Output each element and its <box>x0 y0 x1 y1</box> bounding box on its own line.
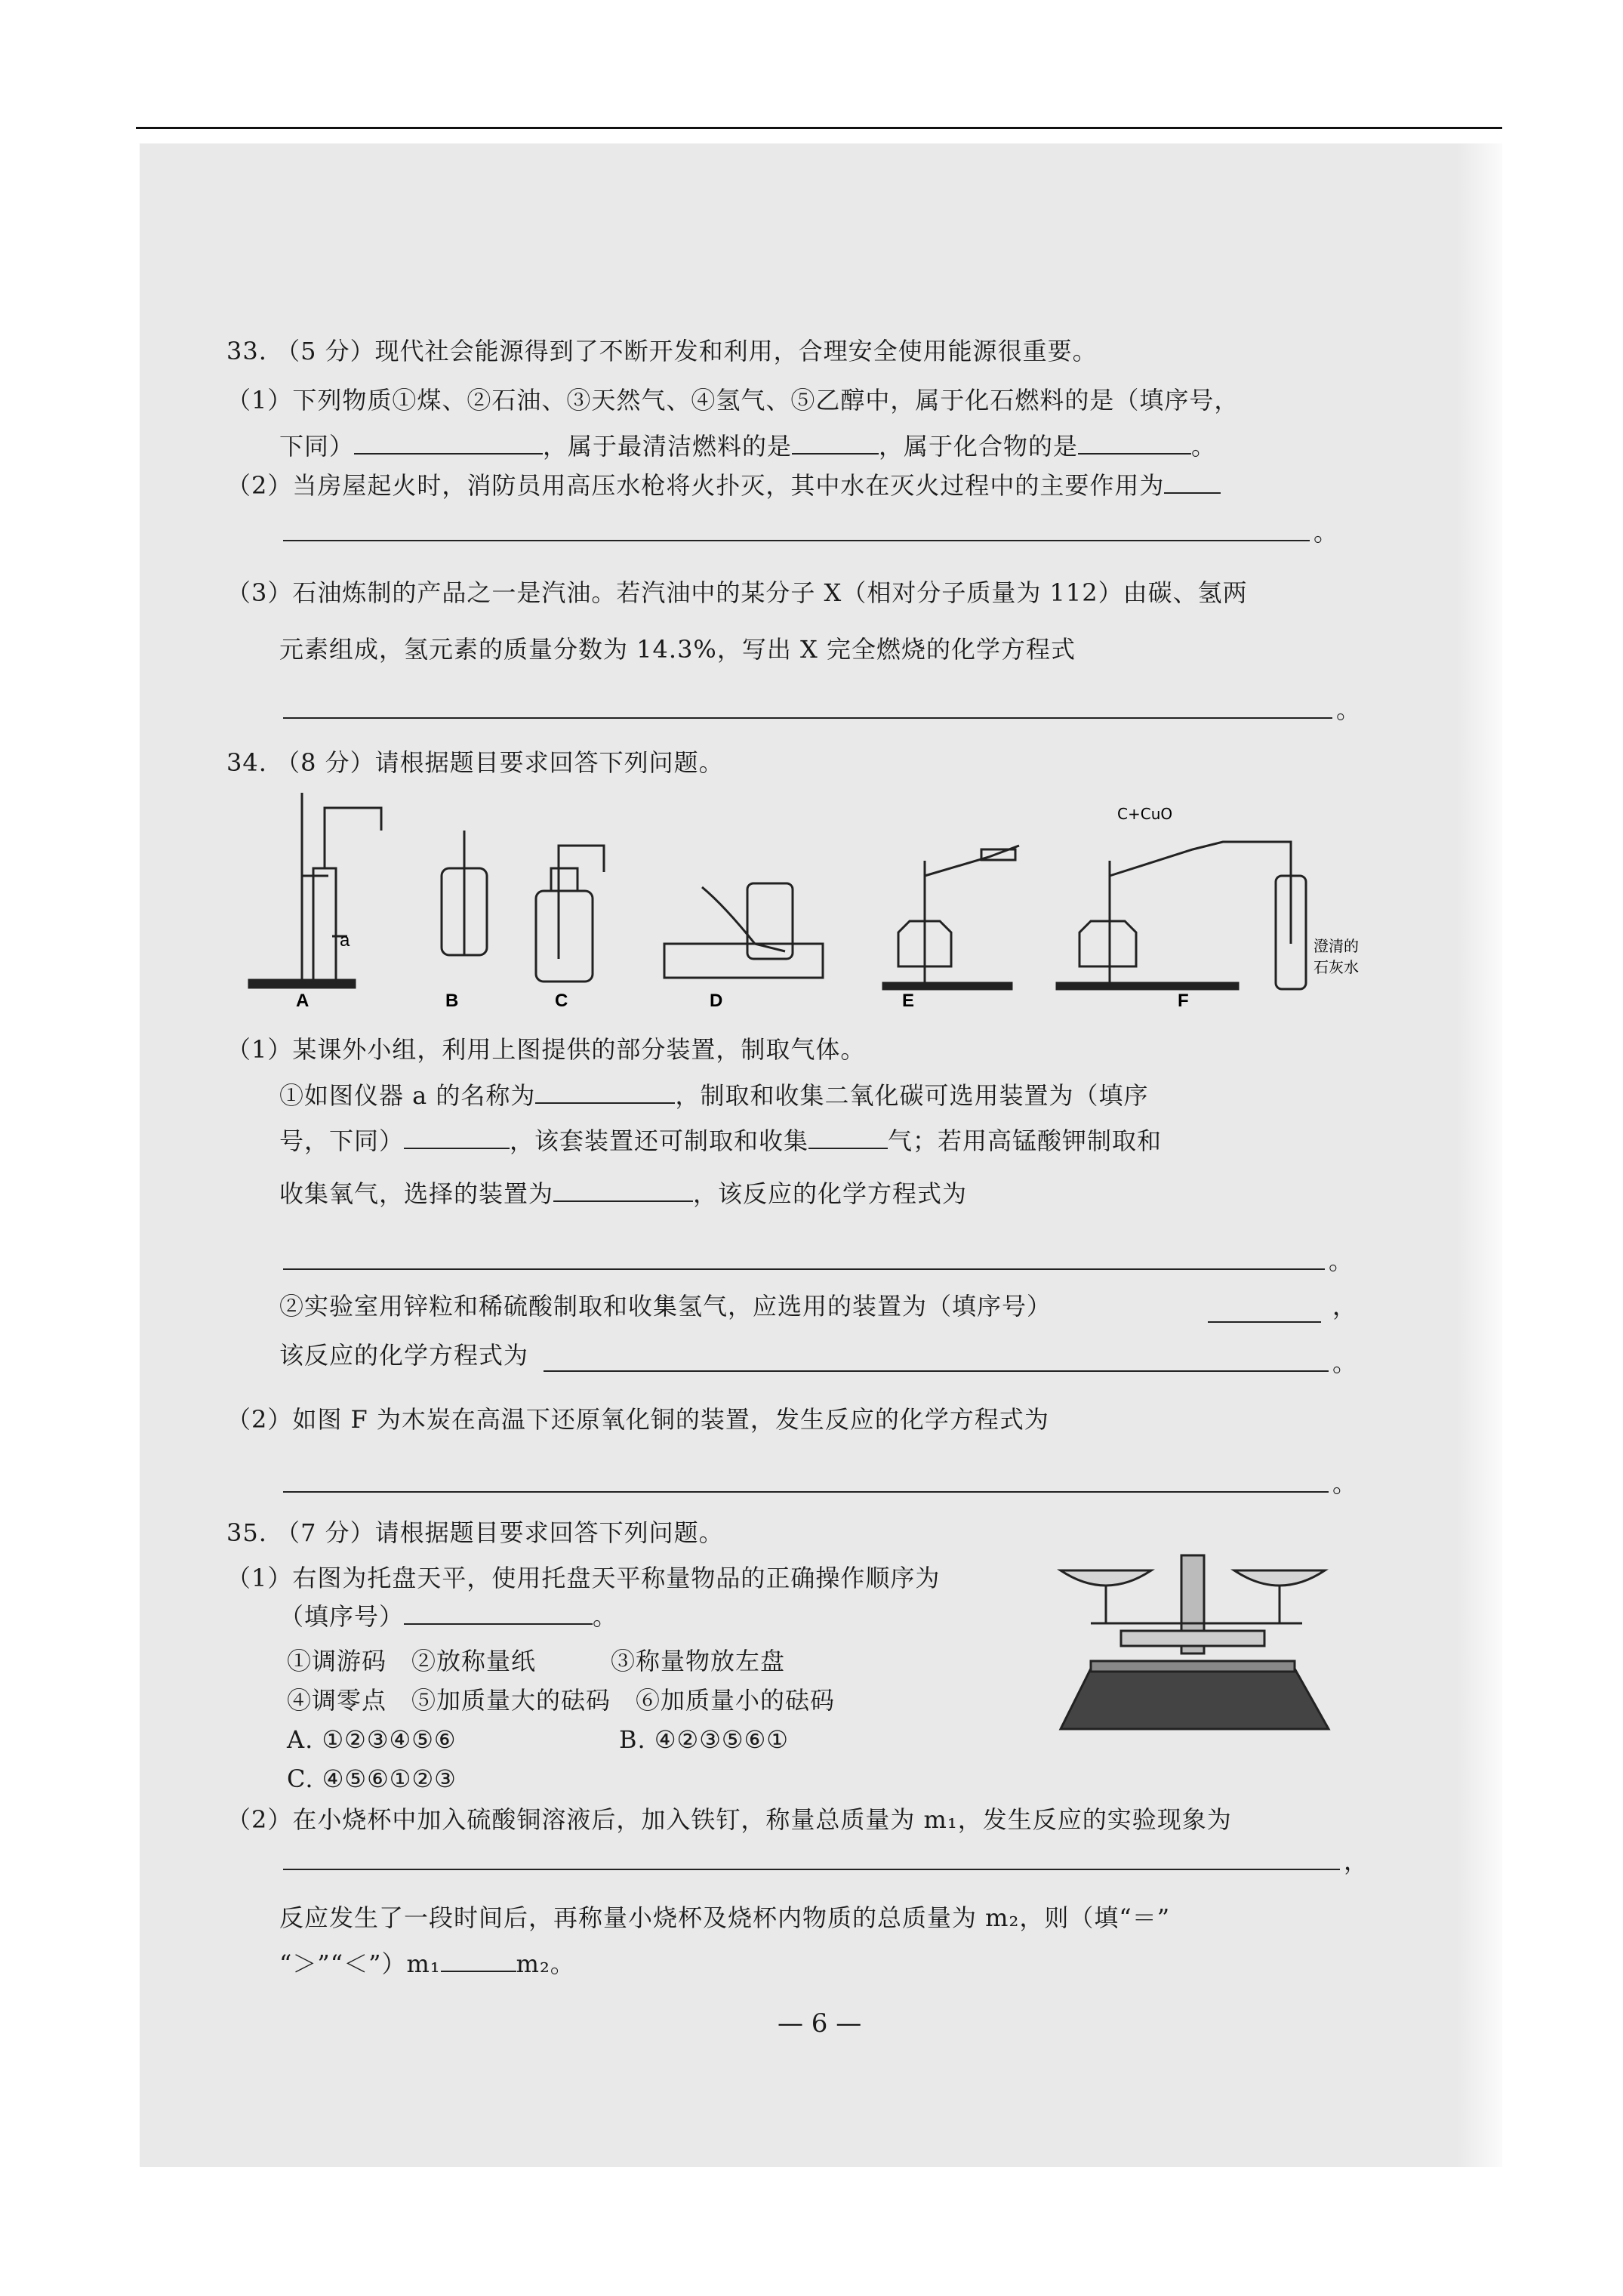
q33-p1-mid1: ，属于最清洁燃料的是 <box>543 432 793 461</box>
q35-p2c <box>279 1948 575 1979</box>
q33-p3-line1: （3）石油炼制的产品之一是汽油。若汽油中的某分子 X（相对分子质量为 112）由碳、氢两 <box>226 578 1248 607</box>
q33-title: 33. （5 分）现代社会能源得到了不断开发和利用，合理安全使用能源很重要。 <box>226 337 1098 365</box>
answer-blank-cuo-equation[interactable] <box>283 1491 1329 1493</box>
figure-label-a: a <box>340 930 350 951</box>
q35-p1: （1）右图为托盘天平，使用托盘天平称量物品的正确操作顺序为 <box>226 1564 941 1592</box>
q34-l1-text-b: ，制取和收集二氧化碳可选用装置为（填序 <box>675 1081 1149 1110</box>
figure-label-c-cuo: C+CuO <box>1117 805 1173 823</box>
figure-label-C: C <box>555 991 568 1011</box>
answer-blank-combustion-equation[interactable] <box>283 717 1332 719</box>
q34-p2-end: 。 <box>1332 1469 1358 1498</box>
answer-blank-co2-apparatus[interactable] <box>404 1125 510 1149</box>
q35-p2a: （2）在小烧杯中加入硫酸铜溶液后，加入铁钉，称量总质量为 m₁，发生反应的实验现象为 <box>226 1805 1232 1834</box>
answer-blank-kmno4-equation[interactable] <box>283 1268 1325 1270</box>
q35-options-row2: ④调零点 ⑤加质量大的砝码 ⑥加质量小的砝码 <box>287 1686 836 1715</box>
q33-p1-line2 <box>279 430 1216 461</box>
q34-l5-end: ， <box>1332 1292 1358 1321</box>
q34-line1 <box>279 1080 1148 1111</box>
answer-blank-o2-apparatus[interactable] <box>553 1178 693 1202</box>
answer-blank-water-role-b[interactable] <box>283 540 1310 541</box>
q34-l2-text-a: 号，下同） <box>279 1126 405 1155</box>
q33-p2 <box>226 470 1221 501</box>
q33-p1-prefix: 下同） <box>279 432 355 461</box>
answer-blank-cleanest-fuel[interactable] <box>792 430 879 455</box>
figure-label-B: B <box>445 991 459 1011</box>
q33-p1-end: 。 <box>1191 432 1217 461</box>
q34-l2-text-b: ，该套装置还可制取和收集 <box>510 1126 809 1155</box>
q34-line6 <box>279 1340 528 1370</box>
answer-blank-water-role-a[interactable] <box>1164 470 1221 494</box>
q35-p1b <box>279 1601 617 1632</box>
figure-label-A: A <box>296 991 310 1011</box>
figure-label-E: E <box>902 991 915 1011</box>
choice-C[interactable]: C. ④⑤⑥①②③ <box>287 1764 457 1793</box>
q34-line3 <box>279 1178 967 1209</box>
answer-blank-mass-compare[interactable] <box>441 1948 516 1972</box>
answer-blank-h2-apparatus[interactable] <box>1208 1321 1321 1323</box>
q33-p3-end: 。 <box>1336 695 1362 724</box>
q34-p2: （2）如图 F 为木炭在高温下还原氧化铜的装置，发生反应的化学方程式为 <box>226 1405 1049 1434</box>
q34-l3-text-a: 收集氧气，选择的装置为 <box>279 1179 554 1208</box>
answer-blank-compound[interactable] <box>1078 430 1191 455</box>
q35-p2c-end: m₂。 <box>516 1949 575 1978</box>
q34-l4-end: 。 <box>1329 1247 1354 1275</box>
q34-line5: ②实验室用锌粒和稀硫酸制取和收集氢气，应选用的装置为（填序号） <box>279 1292 1052 1321</box>
answer-blank-balance-order[interactable] <box>404 1601 593 1625</box>
figure-label-D: D <box>710 991 723 1011</box>
q33-p2-text: （2）当房屋起火时，消防员用高压水枪将火扑灭，其中水在灭火过程中的主要作用为 <box>226 471 1165 500</box>
balance-illustration <box>1046 1540 1347 1737</box>
figure-label-F: F <box>1178 991 1189 1011</box>
q35-p2b: 反应发生了一段时间后，再称量小烧杯及烧杯内物质的总质量为 m₂，则（填“＝” <box>279 1903 1171 1932</box>
q35-p2c-prefix: “＞”“＜”）m₁ <box>279 1949 441 1978</box>
q35-p1b-end: 。 <box>593 1602 618 1631</box>
q35-p1b-text: （填序号） <box>279 1602 405 1631</box>
q34-title: 34. （8 分）请根据题目要求回答下列问题。 <box>226 748 724 777</box>
page-number: — 6 — <box>778 2008 862 2039</box>
answer-blank-fossil-fuel[interactable] <box>354 430 543 455</box>
q34-l1-text-a: ①如图仪器 a 的名称为 <box>279 1081 536 1110</box>
top-rule <box>136 127 1502 129</box>
figure-label-limewater-1: 澄清的 <box>1313 937 1359 955</box>
q33-p2-end: 。 <box>1313 518 1339 547</box>
q35-p2a-end: ， <box>1344 1847 1369 1875</box>
answer-blank-reaction-phenomenon[interactable] <box>283 1869 1340 1870</box>
q34-l2-text-c: 气；若用高锰酸钾制取和 <box>888 1126 1163 1155</box>
q34-l6-end: 。 <box>1332 1348 1358 1377</box>
answer-blank-h2-equation[interactable] <box>544 1370 1329 1372</box>
answer-blank-instrument-a[interactable] <box>535 1080 675 1104</box>
q33-p3-line2: 元素组成，氢元素的质量分数为 14.3%，写出 X 完全燃烧的化学方程式 <box>279 635 1076 664</box>
answer-blank-other-gas[interactable] <box>808 1125 888 1149</box>
q34-l6-text: 该反应的化学方程式为 <box>279 1341 529 1370</box>
q35-options-row1: ①调游码 ②放称量纸 ③称量物放左盘 <box>287 1647 786 1675</box>
q34-l3-text-b: ，该反应的化学方程式为 <box>693 1179 968 1208</box>
choice-B[interactable]: B. ④②③⑤⑥① <box>619 1725 789 1754</box>
choice-A[interactable]: A. ①②③④⑤⑥ <box>287 1725 457 1754</box>
figure-label-limewater-2: 石灰水 <box>1313 958 1359 976</box>
q33-p1-line1: （1）下列物质①煤、②石油、③天然气、④氢气、⑤乙醇中，属于化石燃料的是（填序号， <box>226 386 1240 415</box>
q34-line2 <box>279 1125 1162 1156</box>
apparatus-figure <box>242 785 1397 1012</box>
q35-title: 35. （7 分）请根据题目要求回答下列问题。 <box>226 1518 724 1547</box>
q34-p1: （1）某课外小组，利用上图提供的部分装置，制取气体。 <box>226 1035 866 1064</box>
q33-p1-mid2: ，属于化合物的是 <box>879 432 1079 461</box>
